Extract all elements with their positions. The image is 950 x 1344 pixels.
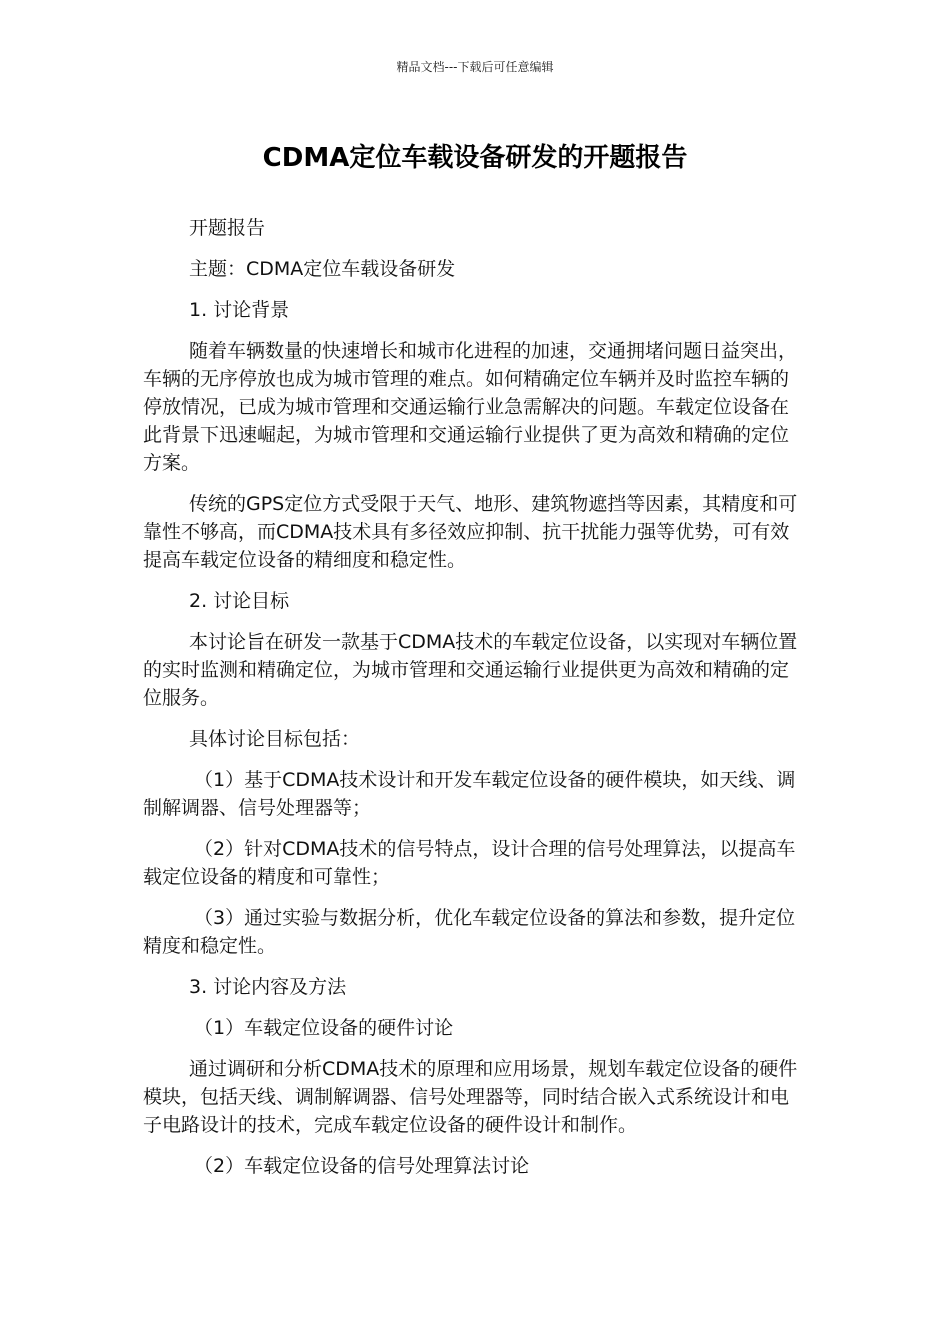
paragraph-report-label: 开题报告: [189, 217, 266, 239]
list-item-goal-3: （3）通过实验与数据分析，优化车载定位设备的算法和参数，提升定位精度和稳定性。: [143, 907, 796, 957]
document-body: [143, 214, 805, 1193]
paragraph-goals: 本讨论旨在研发一款基于CDMA技术的车载定位设备，以实现对车辆位置的实时监测和精确定位，为城市管理和交通运输行业提供更为高效和精确的定位服务。: [143, 631, 798, 709]
subheading-hardware: （1）车载定位设备的硬件讨论: [194, 1017, 454, 1039]
paragraph-background-1: 随着车辆数量的快速增长和城市化进程的加速，交通拥堵问题日益突出，车辆的无序停放也成为城市管理的难点。如何精确定位车辆并及时监控车辆的停放情况，已成为城市管理和交通运输行业急需解决的问题。车载定位设备在此背景下迅速崛起，为城市管理和交通运输行业提供了更为高效和精确的定位方案。: [143, 340, 798, 474]
page-title: CDMA定位车载设备研发的开题报告: [262, 143, 688, 173]
paragraph-background-2: 传统的GPS定位方式受限于天气、地形、建筑物遮挡等因素，其精度和可靠性不够高，而CDMA技术具有多径效应抑制、抗干扰能力强等优势，可有效提高车载定位设备的精细度和稳定性。: [143, 493, 798, 571]
section-heading-methods: 3. 讨论内容及方法: [189, 976, 347, 998]
subheading-signal-processing: （2）车载定位设备的信号处理算法讨论: [194, 1155, 530, 1177]
section-heading-goals: 2. 讨论目标: [189, 590, 290, 612]
paragraph-hardware: 通过调研和分析CDMA技术的原理和应用场景，规划车载定位设备的硬件模块，包括天线、调制解调器、信号处理器等，同时结合嵌入式系统设计和电子电路设计的技术，完成车载定位设备的硬件设计和制作。: [143, 1058, 798, 1136]
list-item-goal-1: （1）基于CDMA技术设计和开发车载定位设备的硬件模块，如天线、调制解调器、信号处理器等；: [143, 769, 796, 819]
section-heading-background: 1. 讨论背景: [189, 299, 290, 321]
header-note: 精品文档---下载后可任意编辑: [396, 60, 554, 74]
paragraph-goals-list-intro: 具体讨论目标包括：: [189, 728, 361, 750]
paragraph-subject: 主题：CDMA定位车载设备研发: [189, 258, 456, 280]
list-item-goal-2: （2）针对CDMA技术的信号特点，设计合理的信号处理算法，以提高车载定位设备的精度和可靠性；: [143, 838, 796, 888]
